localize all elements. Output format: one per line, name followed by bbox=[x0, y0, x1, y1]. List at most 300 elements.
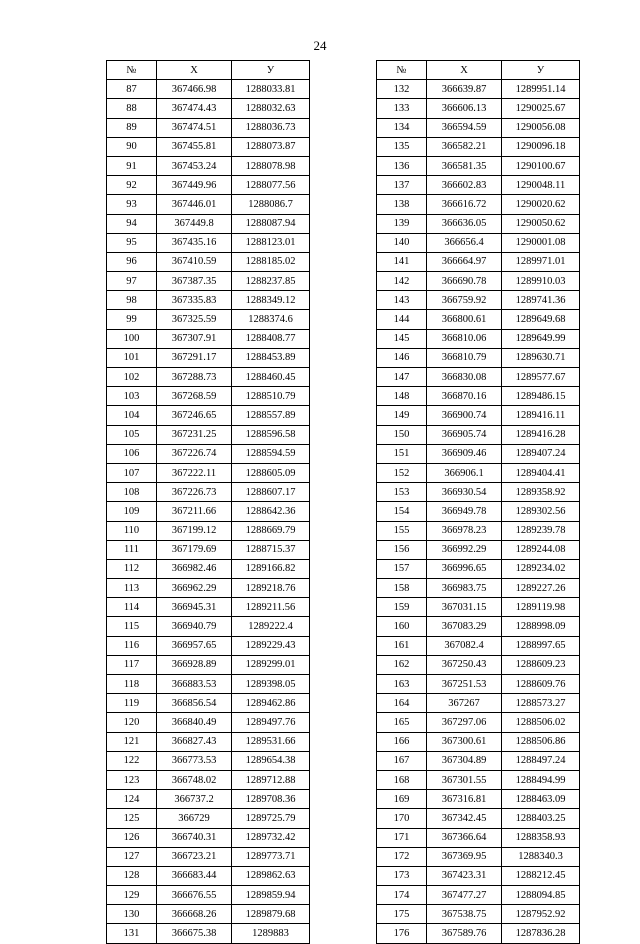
table-row bbox=[377, 732, 580, 751]
y-coordinate-cell: 1289531.66 bbox=[232, 732, 310, 751]
point-number-cell: 140 bbox=[377, 233, 427, 252]
x-coordinate-cell: 367083.29 bbox=[427, 617, 502, 636]
x-coordinate-cell: 366840.49 bbox=[157, 713, 232, 732]
x-coordinate-cell: 367335.83 bbox=[157, 291, 232, 310]
coordinates-table-right bbox=[376, 60, 580, 944]
x-coordinate-cell: 366957.65 bbox=[157, 636, 232, 655]
x-coordinate-cell: 366949.78 bbox=[427, 502, 502, 521]
x-coordinate-cell: 366737.2 bbox=[157, 790, 232, 809]
point-number-cell: 131 bbox=[107, 924, 157, 943]
y-coordinate-cell: 1288460.45 bbox=[232, 368, 310, 387]
table-row bbox=[377, 195, 580, 214]
x-coordinate-cell: 367474.51 bbox=[157, 118, 232, 137]
point-number-cell: 168 bbox=[377, 770, 427, 789]
x-coordinate-cell: 366800.61 bbox=[427, 310, 502, 329]
point-number-cell: 127 bbox=[107, 847, 157, 866]
x-coordinate-cell: 367449.8 bbox=[157, 214, 232, 233]
y-coordinate-cell: 1288349.12 bbox=[232, 291, 310, 310]
x-coordinate-cell: 366582.21 bbox=[427, 137, 502, 156]
x-coordinate-cell: 366759.92 bbox=[427, 291, 502, 310]
point-number-cell: 97 bbox=[107, 272, 157, 291]
y-coordinate-cell: 1289229.43 bbox=[232, 636, 310, 655]
y-coordinate-cell: 1289398.05 bbox=[232, 675, 310, 694]
x-coordinate-cell: 366602.83 bbox=[427, 176, 502, 195]
table-row bbox=[377, 924, 580, 943]
point-number-cell: 107 bbox=[107, 463, 157, 482]
table-row bbox=[107, 866, 310, 885]
y-coordinate-cell: 1289404.41 bbox=[502, 463, 580, 482]
x-coordinate-cell: 367082.4 bbox=[427, 636, 502, 655]
x-coordinate-cell: 366773.53 bbox=[157, 751, 232, 770]
y-coordinate-cell: 1288642.36 bbox=[232, 502, 310, 521]
table-row bbox=[107, 598, 310, 617]
point-number-cell: 116 bbox=[107, 636, 157, 655]
x-coordinate-cell: 367366.64 bbox=[427, 828, 502, 847]
header-y: У bbox=[232, 61, 310, 80]
point-number-cell: 118 bbox=[107, 675, 157, 694]
y-coordinate-cell: 1289211.56 bbox=[232, 598, 310, 617]
table-row bbox=[107, 137, 310, 156]
x-coordinate-cell: 367268.59 bbox=[157, 387, 232, 406]
point-number-cell: 151 bbox=[377, 444, 427, 463]
x-coordinate-cell: 367477.27 bbox=[427, 886, 502, 905]
x-coordinate-cell: 367307.91 bbox=[157, 329, 232, 348]
table-row bbox=[377, 579, 580, 598]
point-number-cell: 96 bbox=[107, 252, 157, 271]
point-number-cell: 150 bbox=[377, 425, 427, 444]
table-row bbox=[107, 790, 310, 809]
point-number-cell: 101 bbox=[107, 348, 157, 367]
table-row bbox=[377, 770, 580, 789]
y-coordinate-cell: 1288408.77 bbox=[232, 329, 310, 348]
y-coordinate-cell: 1288506.86 bbox=[502, 732, 580, 751]
point-number-cell: 162 bbox=[377, 655, 427, 674]
y-coordinate-cell: 1290001.08 bbox=[502, 233, 580, 252]
table-row bbox=[107, 176, 310, 195]
table-row bbox=[377, 655, 580, 674]
table-row bbox=[377, 540, 580, 559]
y-coordinate-cell: 1289416.28 bbox=[502, 425, 580, 444]
point-number-cell: 122 bbox=[107, 751, 157, 770]
point-number-cell: 155 bbox=[377, 521, 427, 540]
y-coordinate-cell: 1288123.01 bbox=[232, 233, 310, 252]
y-coordinate-cell: 1289951.14 bbox=[502, 80, 580, 99]
table-row bbox=[377, 368, 580, 387]
x-coordinate-cell: 366683.44 bbox=[157, 866, 232, 885]
table-row bbox=[377, 310, 580, 329]
table-row bbox=[107, 809, 310, 828]
x-coordinate-cell: 367453.24 bbox=[157, 156, 232, 175]
y-coordinate-cell: 1288237.85 bbox=[232, 272, 310, 291]
table-row bbox=[107, 675, 310, 694]
point-number-cell: 133 bbox=[377, 99, 427, 118]
point-number-cell: 172 bbox=[377, 847, 427, 866]
y-coordinate-cell: 1288358.93 bbox=[502, 828, 580, 847]
point-number-cell: 132 bbox=[377, 80, 427, 99]
page-number: 24 bbox=[313, 38, 327, 53]
table-row bbox=[107, 559, 310, 578]
point-number-cell: 163 bbox=[377, 675, 427, 694]
x-coordinate-cell: 366675.38 bbox=[157, 924, 232, 943]
point-number-cell: 129 bbox=[107, 886, 157, 905]
y-coordinate-cell: 1289299.01 bbox=[232, 655, 310, 674]
x-coordinate-cell: 366668.26 bbox=[157, 905, 232, 924]
x-coordinate-cell: 367316.81 bbox=[427, 790, 502, 809]
y-coordinate-cell: 1288036.73 bbox=[232, 118, 310, 137]
y-coordinate-cell: 1288573.27 bbox=[502, 694, 580, 713]
table-row bbox=[377, 406, 580, 425]
x-coordinate-cell: 366616.72 bbox=[427, 195, 502, 214]
header-number: № bbox=[377, 61, 427, 80]
x-coordinate-cell: 366639.87 bbox=[427, 80, 502, 99]
x-coordinate-cell: 366740.31 bbox=[157, 828, 232, 847]
point-number-cell: 99 bbox=[107, 310, 157, 329]
x-coordinate-cell: 366636.05 bbox=[427, 214, 502, 233]
x-coordinate-cell: 366996.65 bbox=[427, 559, 502, 578]
x-coordinate-cell: 366909.46 bbox=[427, 444, 502, 463]
y-coordinate-cell: 1288609.23 bbox=[502, 655, 580, 674]
table-row bbox=[377, 463, 580, 482]
x-coordinate-cell: 366676.55 bbox=[157, 886, 232, 905]
y-coordinate-cell: 1288086.7 bbox=[232, 195, 310, 214]
y-coordinate-cell: 1288033.81 bbox=[232, 80, 310, 99]
y-coordinate-cell: 1289773.71 bbox=[232, 847, 310, 866]
y-coordinate-cell: 1290048.11 bbox=[502, 176, 580, 195]
y-coordinate-cell: 1290100.67 bbox=[502, 156, 580, 175]
y-coordinate-cell: 1288557.89 bbox=[232, 406, 310, 425]
table-row bbox=[107, 502, 310, 521]
point-number-cell: 136 bbox=[377, 156, 427, 175]
x-coordinate-cell: 366992.29 bbox=[427, 540, 502, 559]
x-coordinate-cell: 366690.78 bbox=[427, 272, 502, 291]
y-coordinate-cell: 1289234.02 bbox=[502, 559, 580, 578]
table-row bbox=[107, 444, 310, 463]
x-coordinate-cell: 367288.73 bbox=[157, 368, 232, 387]
table-row bbox=[377, 847, 580, 866]
table-row bbox=[377, 99, 580, 118]
point-number-cell: 91 bbox=[107, 156, 157, 175]
point-number-cell: 153 bbox=[377, 483, 427, 502]
x-coordinate-cell: 367267 bbox=[427, 694, 502, 713]
table-row bbox=[377, 80, 580, 99]
point-number-cell: 138 bbox=[377, 195, 427, 214]
table-row bbox=[377, 348, 580, 367]
table-row bbox=[107, 118, 310, 137]
y-coordinate-cell: 1288453.89 bbox=[232, 348, 310, 367]
x-coordinate-cell: 367179.69 bbox=[157, 540, 232, 559]
table-row bbox=[107, 924, 310, 943]
x-coordinate-cell: 367455.81 bbox=[157, 137, 232, 156]
y-coordinate-cell: 1290050.62 bbox=[502, 214, 580, 233]
x-coordinate-cell: 366581.35 bbox=[427, 156, 502, 175]
point-number-cell: 100 bbox=[107, 329, 157, 348]
y-coordinate-cell: 1287952.92 bbox=[502, 905, 580, 924]
x-coordinate-cell: 366962.29 bbox=[157, 579, 232, 598]
y-coordinate-cell: 1289654.38 bbox=[232, 751, 310, 770]
header-number: № bbox=[107, 61, 157, 80]
header-x: X bbox=[427, 61, 502, 80]
point-number-cell: 148 bbox=[377, 387, 427, 406]
y-coordinate-cell: 1288997.65 bbox=[502, 636, 580, 655]
point-number-cell: 124 bbox=[107, 790, 157, 809]
y-coordinate-cell: 1290096.18 bbox=[502, 137, 580, 156]
table-row bbox=[107, 233, 310, 252]
point-number-cell: 146 bbox=[377, 348, 427, 367]
point-number-cell: 137 bbox=[377, 176, 427, 195]
point-number-cell: 141 bbox=[377, 252, 427, 271]
y-coordinate-cell: 1290020.62 bbox=[502, 195, 580, 214]
table-row bbox=[377, 559, 580, 578]
table-header-row bbox=[377, 61, 580, 80]
point-number-cell: 130 bbox=[107, 905, 157, 924]
x-coordinate-cell: 366810.79 bbox=[427, 348, 502, 367]
table-row bbox=[377, 483, 580, 502]
x-coordinate-cell: 366723.21 bbox=[157, 847, 232, 866]
y-coordinate-cell: 1288032.63 bbox=[232, 99, 310, 118]
table-row bbox=[107, 387, 310, 406]
point-number-cell: 143 bbox=[377, 291, 427, 310]
point-number-cell: 134 bbox=[377, 118, 427, 137]
x-coordinate-cell: 367325.59 bbox=[157, 310, 232, 329]
x-coordinate-cell: 366748.02 bbox=[157, 770, 232, 789]
x-coordinate-cell: 367246.65 bbox=[157, 406, 232, 425]
x-coordinate-cell: 366810.06 bbox=[427, 329, 502, 348]
point-number-cell: 167 bbox=[377, 751, 427, 770]
header-x: X bbox=[157, 61, 232, 80]
point-number-cell: 170 bbox=[377, 809, 427, 828]
x-coordinate-cell: 367211.66 bbox=[157, 502, 232, 521]
point-number-cell: 139 bbox=[377, 214, 427, 233]
table-row bbox=[377, 252, 580, 271]
y-coordinate-cell: 1288078.98 bbox=[232, 156, 310, 175]
table-row bbox=[377, 617, 580, 636]
table-row bbox=[377, 233, 580, 252]
table-row bbox=[107, 732, 310, 751]
y-coordinate-cell: 1288607.17 bbox=[232, 483, 310, 502]
x-coordinate-cell: 367226.73 bbox=[157, 483, 232, 502]
y-coordinate-cell: 1288605.09 bbox=[232, 463, 310, 482]
table-row bbox=[377, 329, 580, 348]
point-number-cell: 123 bbox=[107, 770, 157, 789]
point-number-cell: 154 bbox=[377, 502, 427, 521]
table-row bbox=[377, 387, 580, 406]
point-number-cell: 152 bbox=[377, 463, 427, 482]
x-coordinate-cell: 367446.01 bbox=[157, 195, 232, 214]
y-coordinate-cell: 1289227.26 bbox=[502, 579, 580, 598]
point-number-cell: 117 bbox=[107, 655, 157, 674]
y-coordinate-cell: 1288094.85 bbox=[502, 886, 580, 905]
table-row bbox=[377, 790, 580, 809]
point-number-cell: 104 bbox=[107, 406, 157, 425]
y-coordinate-cell: 1289649.99 bbox=[502, 329, 580, 348]
x-coordinate-cell: 366900.74 bbox=[427, 406, 502, 425]
y-coordinate-cell: 1288669.79 bbox=[232, 521, 310, 540]
x-coordinate-cell: 366729 bbox=[157, 809, 232, 828]
point-number-cell: 174 bbox=[377, 886, 427, 905]
table-row bbox=[107, 99, 310, 118]
x-coordinate-cell: 367297.06 bbox=[427, 713, 502, 732]
table-row bbox=[377, 598, 580, 617]
point-number-cell: 145 bbox=[377, 329, 427, 348]
y-coordinate-cell: 1288212.45 bbox=[502, 866, 580, 885]
point-number-cell: 142 bbox=[377, 272, 427, 291]
y-coordinate-cell: 1289732.42 bbox=[232, 828, 310, 847]
y-coordinate-cell: 1289218.76 bbox=[232, 579, 310, 598]
x-coordinate-cell: 366983.75 bbox=[427, 579, 502, 598]
table-row bbox=[107, 483, 310, 502]
point-number-cell: 103 bbox=[107, 387, 157, 406]
x-coordinate-cell: 367031.15 bbox=[427, 598, 502, 617]
point-number-cell: 109 bbox=[107, 502, 157, 521]
x-coordinate-cell: 367410.59 bbox=[157, 252, 232, 271]
y-coordinate-cell: 1288609.76 bbox=[502, 675, 580, 694]
table-row bbox=[377, 886, 580, 905]
point-number-cell: 95 bbox=[107, 233, 157, 252]
table-row bbox=[107, 252, 310, 271]
x-coordinate-cell: 367226.74 bbox=[157, 444, 232, 463]
point-number-cell: 114 bbox=[107, 598, 157, 617]
y-coordinate-cell: 1290025.67 bbox=[502, 99, 580, 118]
table-row bbox=[107, 463, 310, 482]
y-coordinate-cell: 1288497.24 bbox=[502, 751, 580, 770]
y-coordinate-cell: 1289486.15 bbox=[502, 387, 580, 406]
table-row bbox=[107, 348, 310, 367]
x-coordinate-cell: 367342.45 bbox=[427, 809, 502, 828]
table-row bbox=[377, 713, 580, 732]
x-coordinate-cell: 367300.61 bbox=[427, 732, 502, 751]
point-number-cell: 88 bbox=[107, 99, 157, 118]
y-coordinate-cell: 1288596.58 bbox=[232, 425, 310, 444]
table-row bbox=[377, 272, 580, 291]
point-number-cell: 110 bbox=[107, 521, 157, 540]
y-coordinate-cell: 1288403.25 bbox=[502, 809, 580, 828]
x-coordinate-cell: 366906.1 bbox=[427, 463, 502, 482]
y-coordinate-cell: 1289462.86 bbox=[232, 694, 310, 713]
x-coordinate-cell: 367250.43 bbox=[427, 655, 502, 674]
x-coordinate-cell: 367387.35 bbox=[157, 272, 232, 291]
x-coordinate-cell: 366928.89 bbox=[157, 655, 232, 674]
table-row bbox=[107, 156, 310, 175]
table-row bbox=[107, 195, 310, 214]
point-number-cell: 175 bbox=[377, 905, 427, 924]
table-row bbox=[377, 176, 580, 195]
x-coordinate-cell: 366827.43 bbox=[157, 732, 232, 751]
table-row bbox=[107, 579, 310, 598]
y-coordinate-cell: 1289883 bbox=[232, 924, 310, 943]
point-number-cell: 108 bbox=[107, 483, 157, 502]
point-number-cell: 94 bbox=[107, 214, 157, 233]
table-row bbox=[107, 847, 310, 866]
y-coordinate-cell: 1289910.03 bbox=[502, 272, 580, 291]
y-coordinate-cell: 1289244.08 bbox=[502, 540, 580, 559]
y-coordinate-cell: 1290056.08 bbox=[502, 118, 580, 137]
y-coordinate-cell: 1289358.92 bbox=[502, 483, 580, 502]
y-coordinate-cell: 1289497.76 bbox=[232, 713, 310, 732]
table-row bbox=[377, 675, 580, 694]
table-row bbox=[107, 636, 310, 655]
y-coordinate-cell: 1289577.67 bbox=[502, 368, 580, 387]
x-coordinate-cell: 367589.76 bbox=[427, 924, 502, 943]
y-coordinate-cell: 1288077.56 bbox=[232, 176, 310, 195]
point-number-cell: 160 bbox=[377, 617, 427, 636]
table-row bbox=[377, 751, 580, 770]
table-row bbox=[377, 905, 580, 924]
table-row bbox=[107, 310, 310, 329]
x-coordinate-cell: 367466.98 bbox=[157, 80, 232, 99]
table-row bbox=[377, 291, 580, 310]
table-row bbox=[377, 118, 580, 137]
point-number-cell: 165 bbox=[377, 713, 427, 732]
y-coordinate-cell: 1288510.79 bbox=[232, 387, 310, 406]
table-row bbox=[377, 425, 580, 444]
x-coordinate-cell: 366945.31 bbox=[157, 598, 232, 617]
y-coordinate-cell: 1289712.88 bbox=[232, 770, 310, 789]
x-coordinate-cell: 366594.59 bbox=[427, 118, 502, 137]
y-coordinate-cell: 1288594.59 bbox=[232, 444, 310, 463]
y-coordinate-cell: 1289239.78 bbox=[502, 521, 580, 540]
point-number-cell: 92 bbox=[107, 176, 157, 195]
point-number-cell: 120 bbox=[107, 713, 157, 732]
point-number-cell: 115 bbox=[107, 617, 157, 636]
point-number-cell: 158 bbox=[377, 579, 427, 598]
x-coordinate-cell: 367251.53 bbox=[427, 675, 502, 694]
x-coordinate-cell: 366940.79 bbox=[157, 617, 232, 636]
point-number-cell: 147 bbox=[377, 368, 427, 387]
y-coordinate-cell: 1289741.36 bbox=[502, 291, 580, 310]
point-number-cell: 89 bbox=[107, 118, 157, 137]
x-coordinate-cell: 366883.53 bbox=[157, 675, 232, 694]
table-row bbox=[377, 636, 580, 655]
y-coordinate-cell: 1289859.94 bbox=[232, 886, 310, 905]
point-number-cell: 157 bbox=[377, 559, 427, 578]
x-coordinate-cell: 367231.25 bbox=[157, 425, 232, 444]
x-coordinate-cell: 366606.13 bbox=[427, 99, 502, 118]
table-header-row bbox=[107, 61, 310, 80]
x-coordinate-cell: 366656.4 bbox=[427, 233, 502, 252]
x-coordinate-cell: 366664.97 bbox=[427, 252, 502, 271]
table-row bbox=[107, 751, 310, 770]
x-coordinate-cell: 366905.74 bbox=[427, 425, 502, 444]
x-coordinate-cell: 367369.95 bbox=[427, 847, 502, 866]
table-row bbox=[107, 905, 310, 924]
point-number-cell: 169 bbox=[377, 790, 427, 809]
table-row bbox=[107, 406, 310, 425]
point-number-cell: 125 bbox=[107, 809, 157, 828]
point-number-cell: 144 bbox=[377, 310, 427, 329]
table-row bbox=[107, 828, 310, 847]
table-row bbox=[107, 368, 310, 387]
table-row bbox=[377, 444, 580, 463]
point-number-cell: 98 bbox=[107, 291, 157, 310]
x-coordinate-cell: 367301.55 bbox=[427, 770, 502, 789]
table-row bbox=[107, 425, 310, 444]
table-row bbox=[377, 809, 580, 828]
point-number-cell: 161 bbox=[377, 636, 427, 655]
table-row bbox=[107, 272, 310, 291]
table-row bbox=[377, 156, 580, 175]
table-row bbox=[107, 329, 310, 348]
y-coordinate-cell: 1288087.94 bbox=[232, 214, 310, 233]
point-number-cell: 111 bbox=[107, 540, 157, 559]
x-coordinate-cell: 367199.12 bbox=[157, 521, 232, 540]
x-coordinate-cell: 367423.31 bbox=[427, 866, 502, 885]
point-number-cell: 87 bbox=[107, 80, 157, 99]
point-number-cell: 128 bbox=[107, 866, 157, 885]
table-row bbox=[377, 521, 580, 540]
y-coordinate-cell: 1288494.99 bbox=[502, 770, 580, 789]
x-coordinate-cell: 366870.16 bbox=[427, 387, 502, 406]
point-number-cell: 171 bbox=[377, 828, 427, 847]
